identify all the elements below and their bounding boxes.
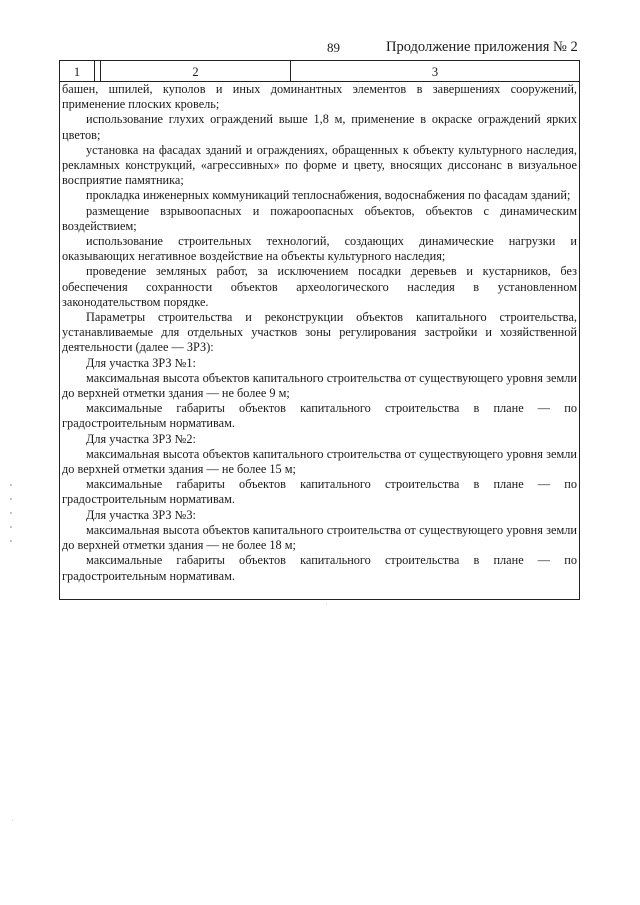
scan-artifact [10, 512, 12, 514]
paragraph: максимальные габариты объектов капитального строительства в плане — по градостроительным нормативам. [62, 477, 577, 507]
paragraph: максимальная высота объектов капитального строительства от существующего уровня земли до верхней отметки здания — не более 15 м; [62, 446, 577, 477]
paragraph: использование глухих ограждений выше 1,8 м, применение в окраске ограждений ярких цветов; [62, 112, 577, 142]
paragraph: размещение взрывоопасных и пожароопасных объектов, объектов с динамическим воздействием; [62, 203, 577, 233]
scan-artifact [10, 526, 12, 528]
table-body-text [62, 82, 577, 584]
paragraph: башен, шпилей, куполов и иных доминантных элементов в завершениях сооружений, применение плоских кровель; [62, 82, 577, 112]
appendix-title: Продолжение приложения № 2 [386, 39, 578, 55]
column-header-1: 1 [60, 61, 95, 81]
scan-artifact [10, 540, 12, 542]
paragraph: Параметры строительства и реконструкции объектов капитального строительства, устанавливаемые для отдельных участков зоны регулирования застройки и хозяйственной деятельности (далее — ЗРЗ): [62, 310, 577, 355]
paragraph: максимальная высота объектов капитального строительства от существующего уровня земли до верхней отметки здания — не более 18 м; [62, 522, 577, 553]
document-table [59, 60, 580, 600]
scan-artifact [10, 498, 12, 500]
paragraph: Для участка ЗРЗ №2: [86, 431, 196, 446]
paragraph: проведение земляных работ, за исключением посадки деревьев и кустарников, без обеспечения сохранности объектов археологического наследия в установленном законодательством порядке. [62, 264, 577, 309]
paragraph: максимальные габариты объектов капитального строительства в плане — по градостроительным нормативам. [62, 401, 577, 431]
scan-artifact [12, 820, 13, 821]
table-header-row [60, 61, 579, 82]
paragraph: установка на фасадах зданий и ограждениях, обращенных к объекту культурного наследия, рекламных конструкций, «агрессивных» по форме и цвету, вносящих диссонанс в визуальное восприятие памятника; [62, 142, 577, 188]
paragraph: прокладка инженерных коммуникаций теплоснабжения, водоснабжения по фасадам зданий; [86, 188, 571, 203]
paragraph: Для участка ЗРЗ №3: [86, 507, 196, 522]
column-header-2: 2 [101, 61, 291, 81]
page-number: 89 [327, 40, 340, 55]
paragraph: использование строительных технологий, создающих динамические нагрузки и оказывающих негативное воздействие на объекты культурного наследия; [62, 234, 577, 264]
paragraph: Для участка ЗРЗ №1: [86, 355, 196, 370]
paragraph: максимальная высота объектов капитального строительства от существующего уровня земли до верхней отметки здания — не более 9 м; [62, 370, 577, 401]
scan-artifact [326, 604, 327, 605]
paragraph: максимальные габариты объектов капитального строительства в плане — по градостроительным нормативам. [62, 553, 577, 583]
scan-artifact [10, 484, 12, 486]
column-header-3: 3 [431, 65, 439, 79]
